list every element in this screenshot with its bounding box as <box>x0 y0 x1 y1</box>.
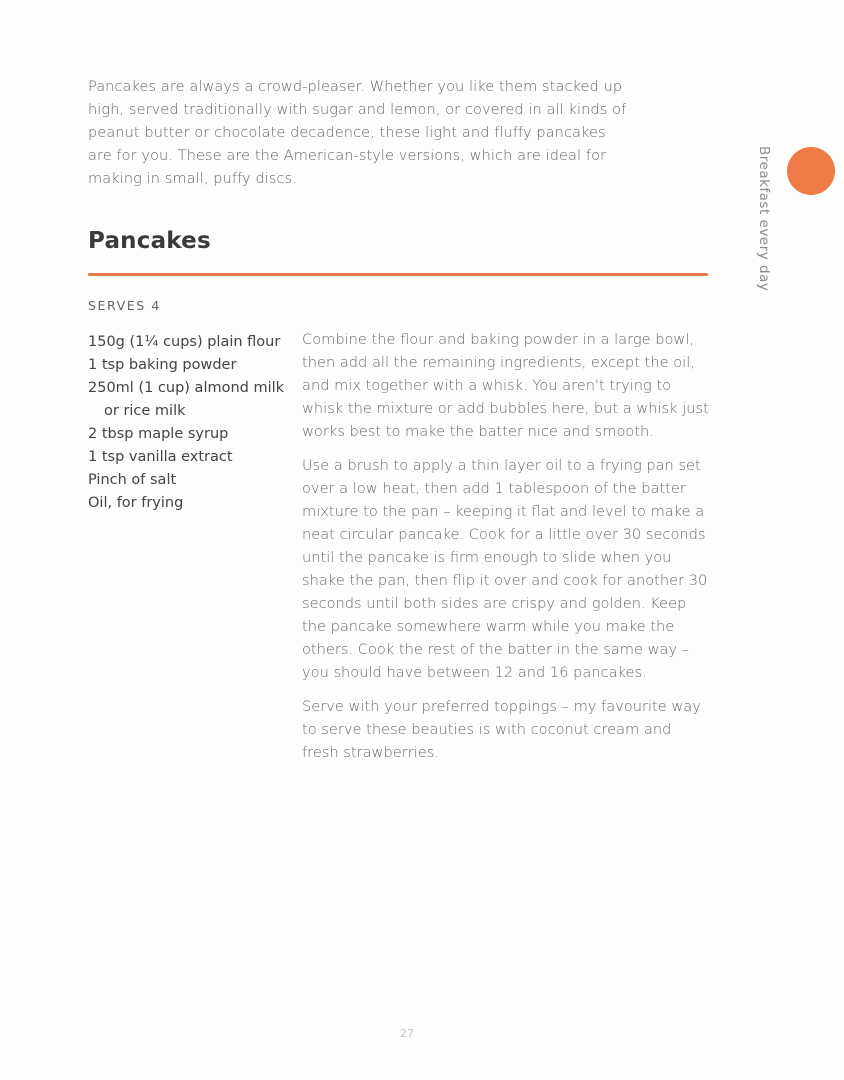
section-tab-marker <box>787 147 835 195</box>
ingredient-item: 250ml (1 cup) almond milk <box>88 380 285 396</box>
ingredient-item: 1 tsp baking powder <box>88 357 237 373</box>
ingredient-item: 2 tbsp maple syrup <box>88 426 229 442</box>
ingredient-item: 1 tsp vanilla extract <box>88 449 233 465</box>
recipe-title: Pancakes <box>88 228 211 254</box>
ingredient-item: or rice milk <box>104 403 186 419</box>
page-number: 27 <box>400 1027 414 1040</box>
title-divider <box>88 273 708 276</box>
ingredient-item: Pinch of salt <box>88 472 177 488</box>
method-section <box>302 328 712 775</box>
ingredient-item: 150g (1¼ cups) plain flour <box>88 334 281 350</box>
ingredient-item: Oil, for frying <box>88 495 184 511</box>
intro-paragraph: Pancakes are always a crowd-pleaser. Whether you like them stacked up high, served traditionally with sugar and lemon, or covered in all kinds of peanut butter or chocolate decadence, these light and fluffy pancakes are for you. These are the American-style versions, which are ideal for making in small, puffy discs. <box>88 79 627 187</box>
method-step: Combine the flour and baking powder in a large bowl, then add all the remaining ingredients, except the oil, and mix together with a whisk. You aren't trying to whisk the mixture or add bubbles here, but a whisk just works best to make the batter nice and smooth. <box>302 331 709 440</box>
method-step: Serve with your preferred toppings – my favourite way to serve these beauties is with coconut cream and fresh strawberries. <box>302 698 701 761</box>
serves-label: SERVES 4 <box>88 298 161 313</box>
method-step: Use a brush to apply a thin layer oil to a frying pan set over a low heat, then add 1 tablespoon of the batter mixture to the pan – keeping it flat and level to make a neat circular pancake. Cook for a little over 30 seconds until the pancake is firm enough to slide when you shake the pan, then flip it over and cook for another 30 seconds until both sides are crispy and golden. Keep the pancake somewhere warm while you make the others. Cook the rest of the batter in the same way – you should have between 12 and 16 pancakes. <box>302 457 708 681</box>
ingredients-list <box>88 331 288 515</box>
section-tab-label: Breakfast every day <box>756 146 772 292</box>
